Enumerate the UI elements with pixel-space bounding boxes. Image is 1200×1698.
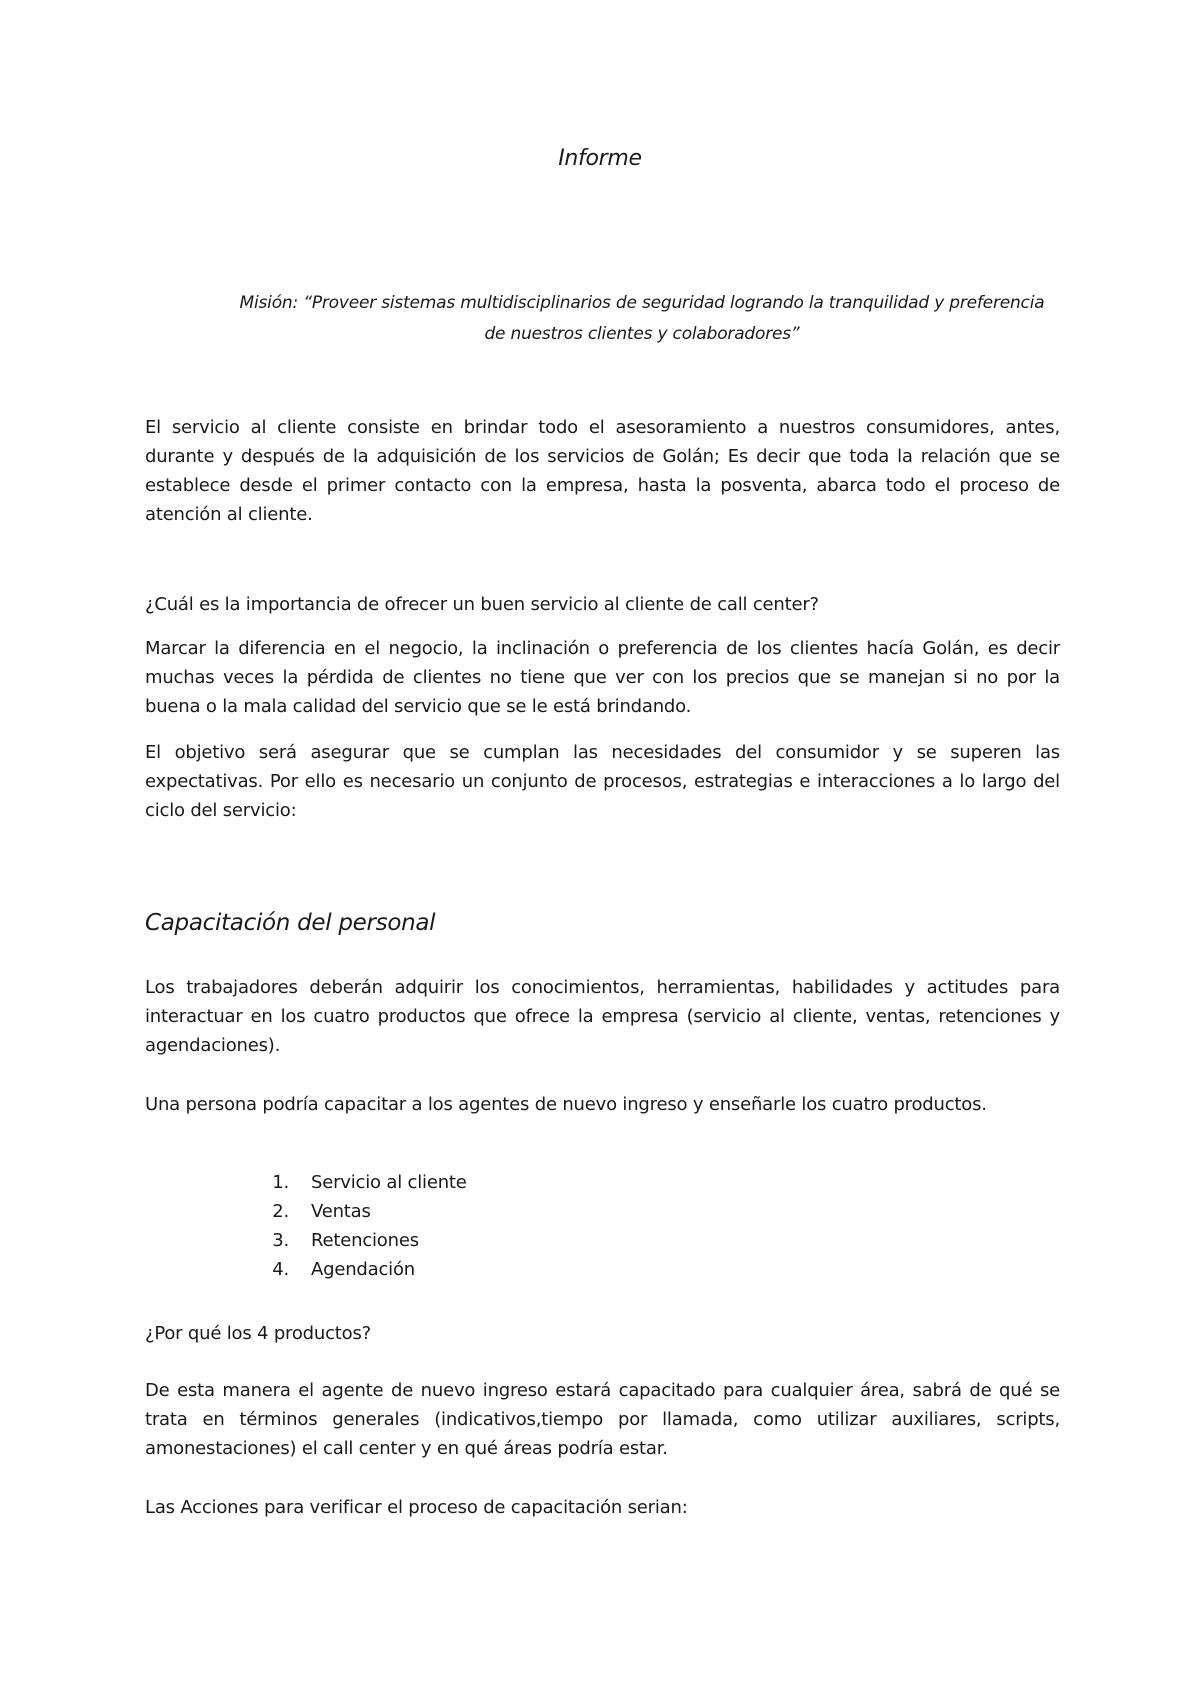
list-item-label: Agendación <box>311 1259 415 1280</box>
list-item-number: 2. <box>272 1201 289 1222</box>
mission-statement: Misión: “Proveer sistemas multidisciplinarios de seguridad logrando la tranquilidad y preferencia de nuestros clientes y colaboradores” <box>239 293 1045 344</box>
list-item-label: Ventas <box>311 1201 371 1222</box>
paragraph-workers: Los trabajadores deberán adquirir los conocimientos, herramientas, habilidades y actitudes para interactuar en los cuatro productos que ofrece la empresa (servicio al cliente, ventas, retenciones y agendaciones). <box>145 977 1060 1056</box>
paragraph-trainer: Una persona podría capacitar a los agentes de nuevo ingreso y enseñarle los cuatro productos. <box>145 1094 987 1115</box>
list-item <box>251 1197 467 1226</box>
products-list <box>251 1168 467 1284</box>
list-item-number: 4. <box>272 1259 289 1280</box>
list-item <box>251 1255 467 1284</box>
document-title: Informe <box>558 146 642 171</box>
list-item-number: 1. <box>272 1172 289 1193</box>
list-item <box>251 1168 467 1197</box>
paragraph-actions: Las Acciones para verificar el proceso de capacitación serian: <box>145 1497 688 1518</box>
paragraph-objective: El objetivo será asegurar que se cumplan las necesidades del consumidor y se superen las expectativas. Por ello es necesario un conjunto de procesos, estrategias e interacciones a lo largo del ciclo del servicio: <box>145 742 1060 821</box>
question-why-four: ¿Por qué los 4 productos? <box>145 1323 371 1344</box>
list-item-label: Retenciones <box>311 1230 419 1251</box>
paragraph-difference: Marcar la diferencia en el negocio, la inclinación o preferencia de los clientes hacía Golán, es decir muchas veces la pérdida de clientes no tiene que ver con los precios que se manejan si no por la buena o la mala calidad del servicio que se le está brindando. <box>145 638 1060 717</box>
list-item-label: Servicio al cliente <box>311 1172 467 1193</box>
list-item-number: 3. <box>272 1230 289 1251</box>
question-importance: ¿Cuál es la importancia de ofrecer un buen servicio al cliente de call center? <box>145 594 819 615</box>
paragraph-customer-service: El servicio al cliente consiste en brindar todo el asesoramiento a nuestros consumidores, antes, durante y después de la adquisición de los servicios de Golán; Es decir que toda la relación que se establece desde el primer contacto con la empresa, hasta la posventa, abarca todo el proceso de atención al cliente. <box>145 417 1060 525</box>
section-heading-training: Capacitación del personal <box>145 910 436 936</box>
paragraph-new-agent: De esta manera el agente de nuevo ingreso estará capacitado para cualquier área, sabrá de qué se trata en términos generales (indicativos,tiempo por llamada, como utilizar auxiliares, scripts, amonestaciones) el call center y en qué áreas podría estar. <box>145 1380 1060 1459</box>
list-item <box>251 1226 467 1255</box>
